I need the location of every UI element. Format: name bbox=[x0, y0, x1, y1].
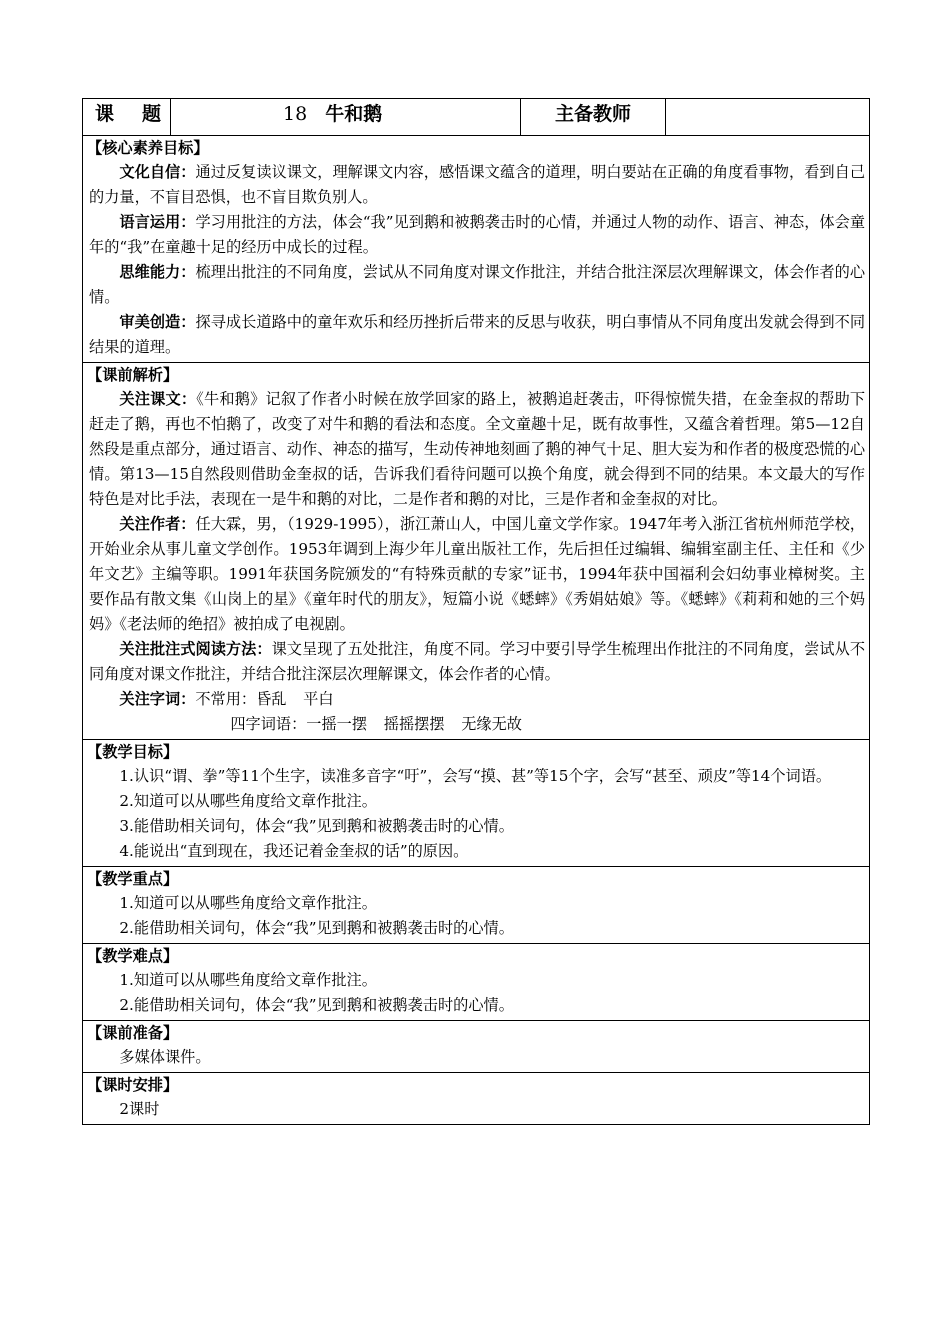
schedule-title: 【课时安排】 bbox=[87, 1076, 179, 1094]
teaching-goal-item: 1.认识“谓、拳”等11个生字，读准多音字“吁”，会写“摸、甚”等15个字，会写“甚至、顽皮”等14个词语。 bbox=[119, 767, 832, 785]
topic-label-1: 课 bbox=[95, 103, 115, 125]
core-goals-row bbox=[83, 136, 870, 363]
core-goal-item: 思维能力：梳理出批注的不同角度，尝试从不同角度对课文作批注，并结合批注深层次理解课文，体会作者的心情。 bbox=[89, 263, 866, 306]
core-goal-item: 审美创造：探寻成长道路中的童年欢乐和经历挫折后带来的反思与收获，明白事情从不同角度出发就会得到不同结果的道理。 bbox=[89, 313, 866, 356]
schedule-text: 2课时 bbox=[119, 1100, 160, 1118]
lesson-number: 18 bbox=[283, 103, 308, 125]
pre-analysis-title: 【课前解析】 bbox=[87, 366, 179, 384]
key-point-item: 1.知道可以从哪些角度给文章作批注。 bbox=[119, 894, 377, 912]
lesson-title: 牛和鹅 bbox=[325, 103, 383, 125]
pre-analysis-row bbox=[83, 363, 870, 740]
teaching-goal-item: 4.能说出“直到现在，我还记着金奎叔的话”的原因。 bbox=[119, 842, 469, 860]
topic-label-2: 题 bbox=[142, 103, 162, 125]
key-points-row bbox=[83, 867, 870, 944]
schedule-section bbox=[83, 1073, 870, 1125]
key-points-section bbox=[83, 867, 870, 944]
difficulty-item: 2.能借助相关词句，体会“我”见到鹅和被鹅袭击时的心情。 bbox=[119, 996, 514, 1014]
difficulty-item: 1.知道可以从哪些角度给文章作批注。 bbox=[119, 971, 377, 989]
teaching-goals-row bbox=[83, 740, 870, 867]
teacher-value-cell bbox=[666, 99, 870, 136]
teaching-goals-section bbox=[83, 740, 870, 867]
core-goal-item: 语言运用：学习用批注的方法，体会“我”见到鹅和被鹅袭击时的心情，并通过人物的动作、语言、神态，体会童年的“我”在童趣十足的经历中成长的过程。 bbox=[89, 213, 866, 256]
preparation-title: 【课前准备】 bbox=[87, 1024, 179, 1042]
difficulties-row bbox=[83, 944, 870, 1021]
words-uncommon-line: 关注字词：不常用：昏乱 平白 bbox=[119, 690, 334, 708]
pre-analysis-section bbox=[83, 363, 870, 740]
teacher-label: 主备教师 bbox=[554, 103, 631, 125]
analysis-item: 关注批注式阅读方法：课文呈现了五处批注，角度不同。学习中要引导学生梳理出作批注的不同角度，尝试从不同角度对课文作批注，并结合批注深层次理解课文，体会作者的心情。 bbox=[89, 640, 866, 683]
teaching-goal-item: 3.能借助相关词句，体会“我”见到鹅和被鹅袭击时的心情。 bbox=[119, 817, 514, 835]
header-row bbox=[83, 99, 870, 136]
lesson-plan-page bbox=[82, 98, 869, 1125]
core-goals-title: 【核心素养目标】 bbox=[87, 139, 209, 157]
core-goals-section bbox=[83, 136, 870, 363]
core-goal-item: 文化自信：通过反复读议课文，理解课文内容，感悟课文蕴含的道理，明白要站在正确的角度看事物，看到自己的力量，不盲目恐惧，也不盲目欺负别人。 bbox=[89, 163, 866, 206]
preparation-text: 多媒体课件。 bbox=[119, 1048, 211, 1066]
lesson-title-cell bbox=[171, 99, 521, 136]
preparation-section bbox=[83, 1021, 870, 1073]
analysis-item: 关注作者：任大霖，男，（1929-1995），浙江萧山人，中国儿童文学作家。1947年考入浙江省杭州师范学校，开始业余从事儿童文学创作。1953年调到上海少年儿童出版社工作，先后担任过编辑、编辑室副主任、主任和《少年文艺》主编等职。1991年获国务院颁发的“有特殊贡献的专家”证书，1994年获中国福利会妇幼事业樟树奖。主要作品有散文集《山岗上的星》《童年时代的朋友》，短篇小说《蟋蟀》《秀娟姑娘》等。《蟋蟀》《莉莉和她的三个妈妈》《老法师的绝招》被拍成了电视剧。 bbox=[89, 515, 865, 633]
difficulties-section bbox=[83, 944, 870, 1021]
schedule-row bbox=[83, 1073, 870, 1125]
lesson-plan-table bbox=[82, 98, 870, 1125]
teaching-goal-item: 2.知道可以从哪些角度给文章作批注。 bbox=[119, 792, 377, 810]
words-four-char-line: 四字词语：一摇一摆 摇摇摆摆 无缘无故 bbox=[230, 715, 522, 733]
topic-label-cell bbox=[83, 99, 171, 136]
teaching-goals-title: 【教学目标】 bbox=[87, 743, 179, 761]
difficulties-title: 【教学难点】 bbox=[87, 947, 179, 965]
analysis-item: 关注课文：《牛和鹅》记叙了作者小时候在放学回家的路上，被鹅追赶袭击，吓得惊慌失措，在金奎叔的帮助下赶走了鹅，再也不怕鹅了，改变了对牛和鹅的看法和态度。全文童趣十足，既有故事性，又蕴含着哲理。第5—12自然段是重点部分，通过语言、动作、神态的描写，生动传神地刻画了鹅的神气十足、胆大妄为和作者的极度恐慌的心情。第13—15自然段则借助金奎叔的话，告诉我们看待问题可以换个角度，就会得到不同的结果。本文最大的写作特色是对比手法，表现在一是牛和鹅的对比，二是作者和鹅的对比，三是作者和金奎叔的对比。 bbox=[89, 390, 866, 508]
key-points-title: 【教学重点】 bbox=[87, 870, 179, 888]
teacher-label-cell bbox=[521, 99, 666, 136]
preparation-row bbox=[83, 1021, 870, 1073]
key-point-item: 2.能借助相关词句，体会“我”见到鹅和被鹅袭击时的心情。 bbox=[119, 919, 514, 937]
